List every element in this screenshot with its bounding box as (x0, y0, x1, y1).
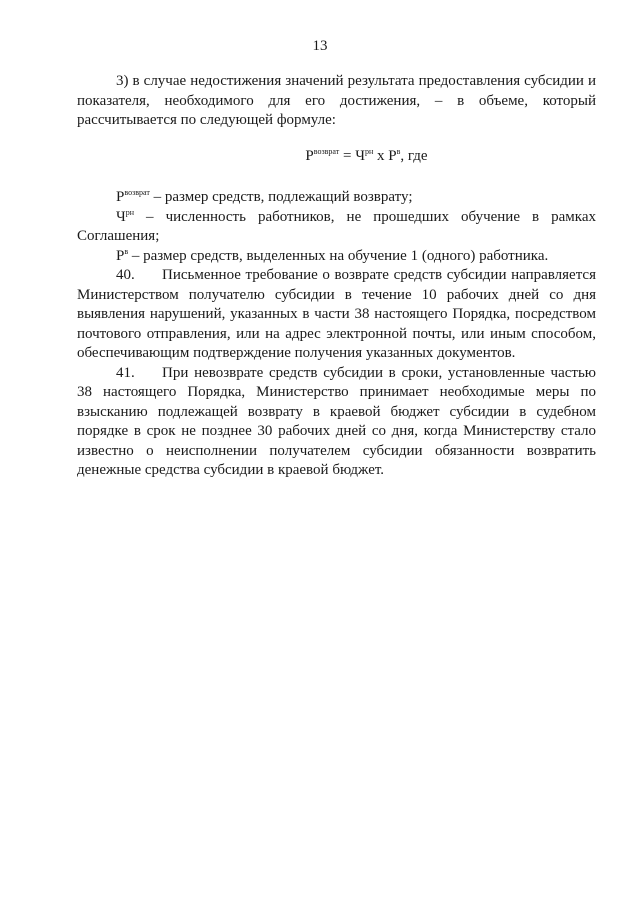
definition-text: – размер средств, подлежащий возврату; (149, 189, 413, 205)
page-number: 13 (312, 38, 328, 54)
formula-lhs-base: Р (305, 147, 314, 164)
item-number: 40. (116, 267, 135, 283)
definition-text: – размер средств, выделенных на обучение 1 (одного) работника. (128, 247, 549, 264)
item-text: При невозврате средств субсидии в сроки, установленные частью 38 настоящего Порядка, Министерство принимает необходимые меры по взысканию подлежащей возврату в краевой бюджет субсидии в судебном порядке в срок не позднее 30 рабочих дней со дня, когда Министерству стало известно о неисполнении получателем субсидии обязанности возвратить денежные средства субсидии в краевой бюджет. (77, 364, 596, 478)
definition-sup: рн (125, 207, 135, 217)
formula-t1-sup: рн (364, 146, 374, 156)
formula-t2-sup: в (396, 146, 401, 156)
item-text: Письменное требование о возврате средств субсидии направляется Министерством получателю субсидии в течение 10 рабочих дней со дня выявления нарушений, указанных в части 38 настоящего Порядка, посредством почтового отправления, или на адрес электронной почты, или иным способом, обеспечивающим подтверждение получения указанных документов. (77, 267, 596, 361)
formula-op: х (373, 147, 389, 164)
definition-base: Ч (116, 208, 126, 225)
item-number: 41. (116, 364, 135, 381)
item-40 (77, 266, 596, 364)
formula-tail: , где (400, 147, 428, 164)
formula-t2-base: Р (388, 147, 397, 164)
definition-sup: возврат (124, 188, 150, 197)
definition-amount-per-worker (77, 247, 596, 267)
return-formula (77, 147, 596, 167)
formula-lhs-sup: возврат (313, 146, 340, 156)
item-41 (77, 364, 596, 481)
formula-t1-base: Ч (355, 147, 365, 164)
definition-return-amount (77, 188, 596, 208)
definition-base: Р (116, 189, 125, 205)
definition-workers-count (77, 208, 596, 247)
definition-sup: в (124, 246, 129, 256)
definition-text: – численность работников, не прошедших обучение в рамках Соглашения; (77, 208, 596, 244)
document-body (77, 72, 596, 481)
formula-eq: = (339, 147, 356, 164)
paragraph-3: 3) в случае недостижения значений результата предоставления субсидии и показателя, необходимого для его достижения, – в объеме, который рассчитывается по следующей формуле: (77, 73, 596, 128)
definition-base: Р (116, 247, 125, 264)
